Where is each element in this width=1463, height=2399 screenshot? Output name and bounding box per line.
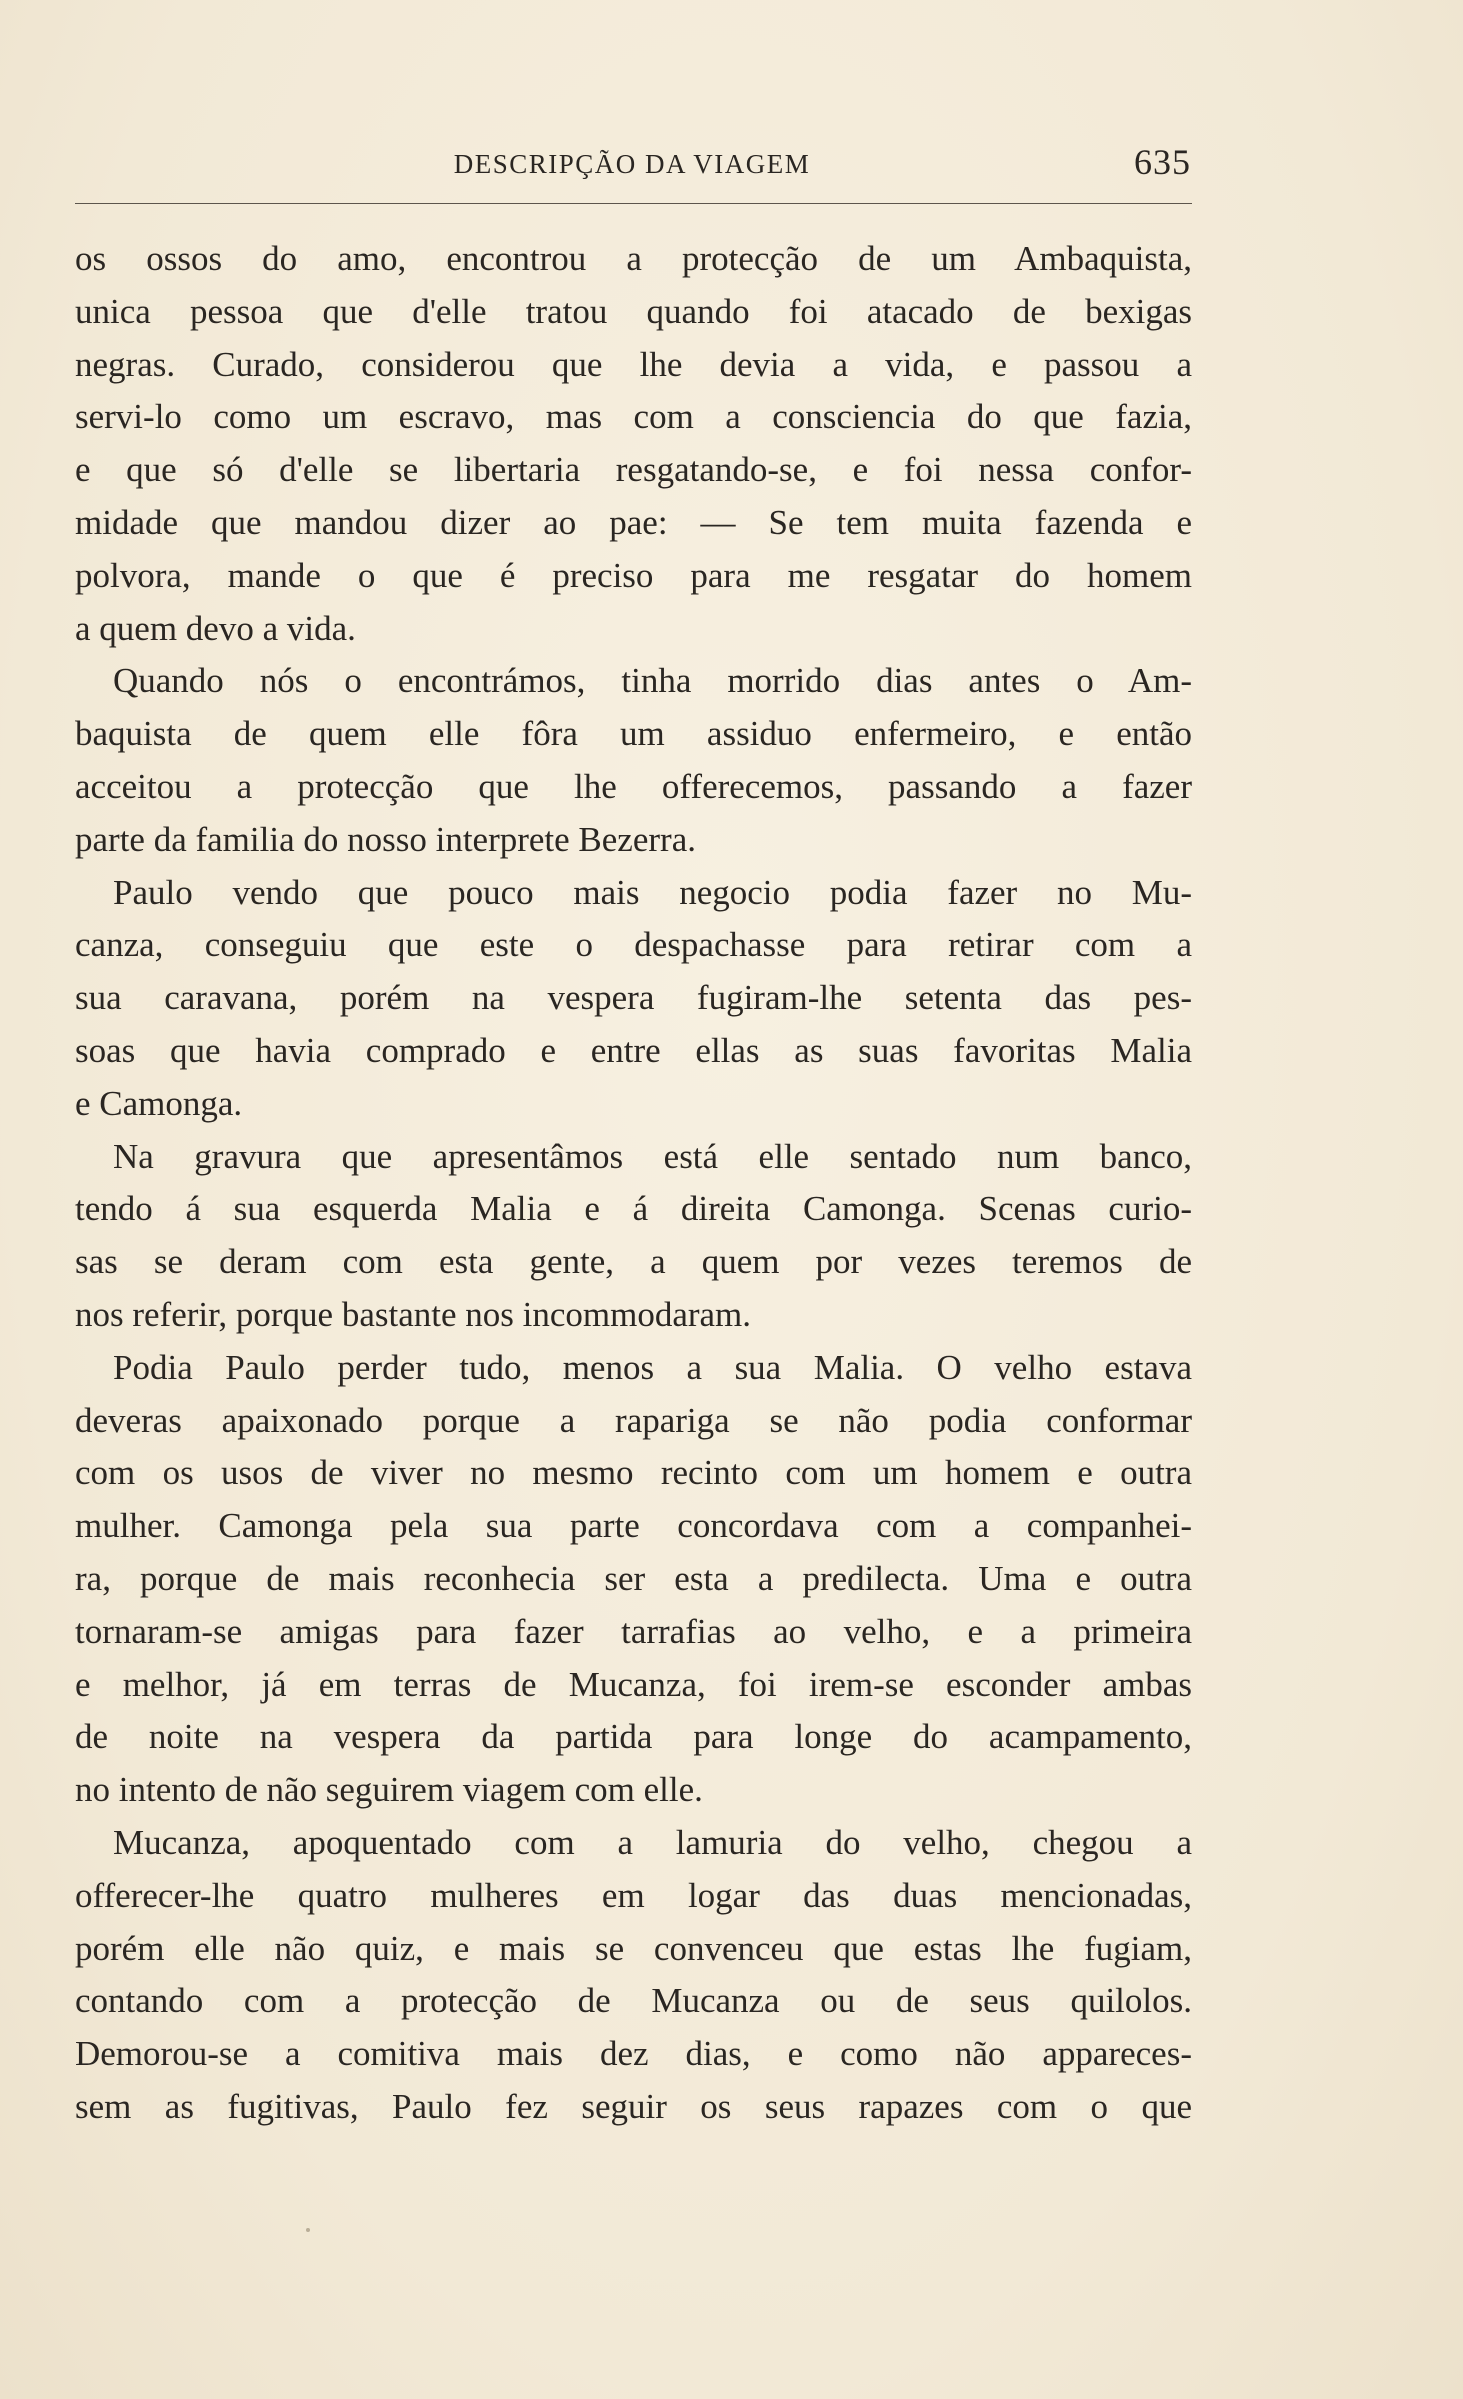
text-line: baquista de quem elle fôra um assiduo enfermeiro, e então bbox=[75, 714, 1192, 754]
text-line: e melhor, já em terras de Mucanza, foi irem-se esconder ambas bbox=[75, 1664, 1192, 1704]
text-line: sem as fugitivas, Paulo fez seguir os seus rapazes com o que bbox=[75, 2086, 1192, 2126]
text-line: no intento de não seguirem viagem com elle. bbox=[75, 1770, 703, 1810]
text-line: mulher. Camonga pela sua parte concordava com a companhei- bbox=[75, 1506, 1192, 1546]
text-line: Paulo vendo que pouco mais negocio podia fazer no Mu- bbox=[113, 872, 1192, 912]
text-line: Podia Paulo perder tudo, menos a sua Malia. O velho estava bbox=[113, 1347, 1192, 1387]
text-line: canza, conseguiu que este o despachasse para retirar com a bbox=[75, 925, 1192, 965]
text-line: sua caravana, porém na vespera fugiram-lhe setenta das pes- bbox=[75, 978, 1192, 1018]
text-line: com os usos de viver no mesmo recinto com um homem e outra bbox=[75, 1453, 1192, 1493]
text-line: a quem devo a vida. bbox=[75, 608, 356, 648]
text-line: Quando nós o encontrámos, tinha morrido dias antes o Am- bbox=[113, 661, 1192, 701]
text-line: parte da familia do nosso interprete Bezerra. bbox=[75, 819, 696, 859]
text-line: de noite na vespera da partida para longe do acampamento, bbox=[75, 1717, 1192, 1757]
text-line: offerecer-lhe quatro mulheres em logar das duas mencionadas, bbox=[75, 1875, 1192, 1915]
text-line: e que só d'elle se libertaria resgatando-se, e foi nessa confor- bbox=[75, 450, 1192, 490]
text-line: negras. Curado, considerou que lhe devia a vida, e passou a bbox=[75, 344, 1192, 384]
body-text bbox=[75, 233, 1192, 2134]
text-line: ra, porque de mais reconhecia ser esta a predilecta. Uma e outra bbox=[75, 1558, 1192, 1598]
text-line: nos referir, porque bastante nos incommodaram. bbox=[75, 1294, 752, 1334]
text-line: Na gravura que apresentâmos está elle sentado num banco, bbox=[113, 1136, 1192, 1176]
text-line: polvora, mande o que é preciso para me resgatar do homem bbox=[75, 555, 1192, 595]
text-line: Demorou-se a comitiva mais dez dias, e como não appareces- bbox=[75, 2034, 1192, 2074]
text-line: e Camonga. bbox=[75, 1083, 243, 1123]
header-rule bbox=[75, 203, 1192, 204]
text-line: Mucanza, apoquentado com a lamuria do velho, chegou a bbox=[113, 1822, 1192, 1862]
running-head bbox=[73, 142, 1191, 195]
running-title: DESCRIPÇÃO DA VIAGEM bbox=[453, 149, 811, 179]
paper-speck bbox=[306, 2228, 310, 2232]
text-line: servi-lo como um escravo, mas com a consciencia do que fazia, bbox=[75, 397, 1192, 437]
text-line: os ossos do amo, encontrou a protecção de um Ambaquista, bbox=[75, 239, 1192, 278]
text-line: contando com a protecção de Mucanza ou de seus quilolos. bbox=[75, 1981, 1192, 2021]
text-line: soas que havia comprado e entre ellas as suas favoritas Malia bbox=[75, 1030, 1192, 1070]
text-line: midade que mandou dizer ao pae: — Se tem muita fazenda e bbox=[75, 502, 1192, 542]
text-line: sas se deram com esta gente, a quem por vezes teremos de bbox=[75, 1242, 1192, 1282]
text-line: unica pessoa que d'elle tratou quando foi atacado de bexigas bbox=[75, 291, 1192, 331]
text-line: tornaram-se amigas para fazer tarrafias ao velho, e a primeira bbox=[75, 1611, 1192, 1651]
text-line: porém elle não quiz, e mais se convenceu que estas lhe fugiam, bbox=[75, 1928, 1192, 1968]
text-line: tendo á sua esquerda Malia e á direita Camonga. Scenas curio- bbox=[75, 1189, 1192, 1229]
page-number: 635 bbox=[1134, 142, 1191, 182]
text-line: deveras apaixonado porque a rapariga se não podia conformar bbox=[75, 1400, 1192, 1440]
text-line: acceitou a protecção que lhe offerecemos, passando a fazer bbox=[75, 766, 1192, 806]
